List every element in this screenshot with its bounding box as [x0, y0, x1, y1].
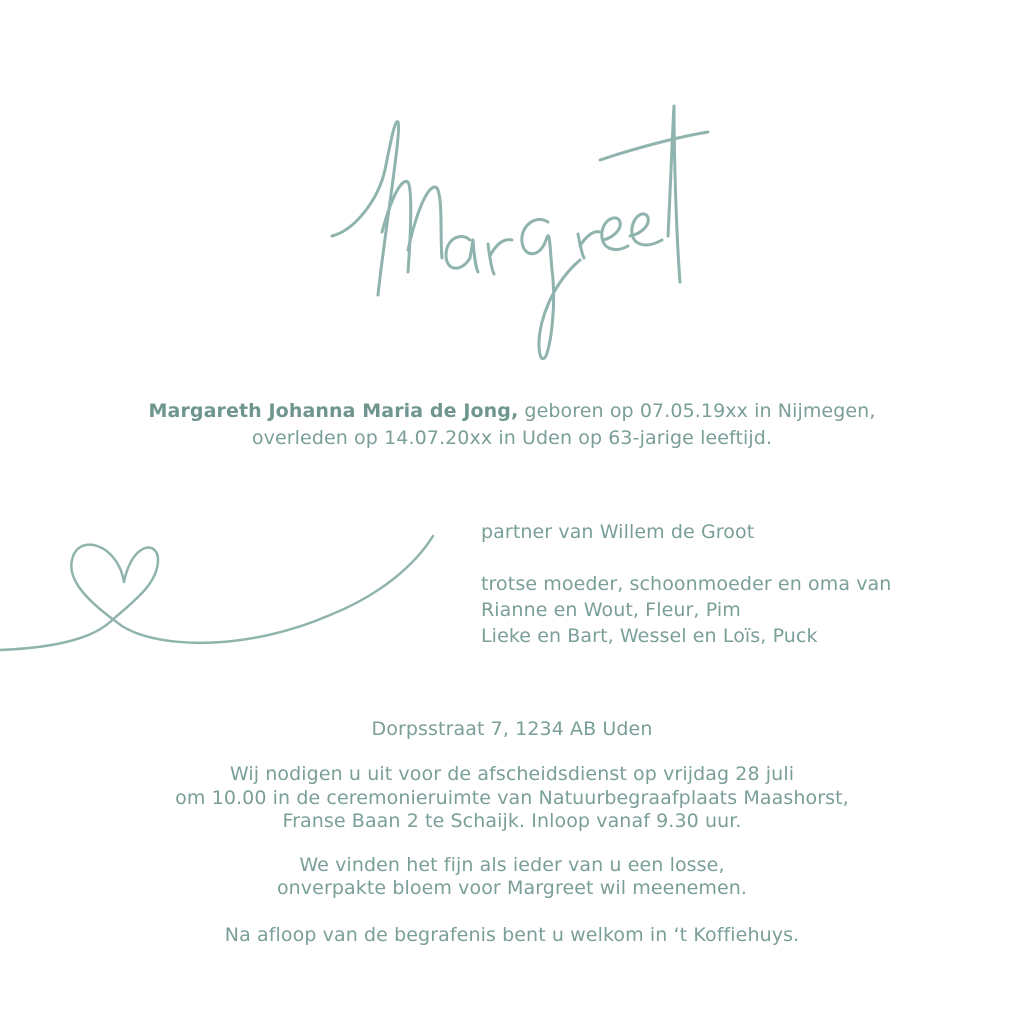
full-name: Margareth Johanna Maria de Jong,: [148, 400, 519, 422]
family-line-2: Rianne en Wout, Fleur, Pim: [481, 599, 741, 621]
family-line-3: Lieke en Bart, Wessel en Loïs, Puck: [481, 625, 818, 647]
partner-text: partner van Willem de Groot: [481, 521, 755, 543]
flower-line-2: onverpakte bloem voor Margreet wil meenemen.: [276, 877, 748, 899]
invitation-line-1: Wij nodigen u uit voor de afscheidsdienst op vrijdag 28 juli: [229, 763, 795, 785]
invitation-line-2: om 10.00 in de ceremonieruimte van Natuurbegraafplaats Maashorst,: [175, 787, 849, 809]
closing-text: Na afloop van de begrafenis bent u welkom in ‘t Koffiehuys.: [224, 924, 800, 946]
invitation-line-3: Franse Baan 2 te Schaijk. Inloop vanaf 9.30 uur.: [282, 810, 742, 832]
birth-text: geboren op 07.05.19xx in Nijmegen,: [518, 400, 876, 422]
flower-line-1: We vinden het fijn als ieder van u een losse,: [299, 854, 725, 876]
intro-line-1: [0, 398, 1024, 424]
address: Dorpsstraat 7, 1234 AB Uden: [371, 718, 653, 740]
intro-line-2: overleden op 14.07.20xx in Uden op 63-jarige leeftijd.: [251, 427, 773, 449]
family-line-1: trotse moeder, schoonmoeder en oma van: [481, 573, 892, 595]
